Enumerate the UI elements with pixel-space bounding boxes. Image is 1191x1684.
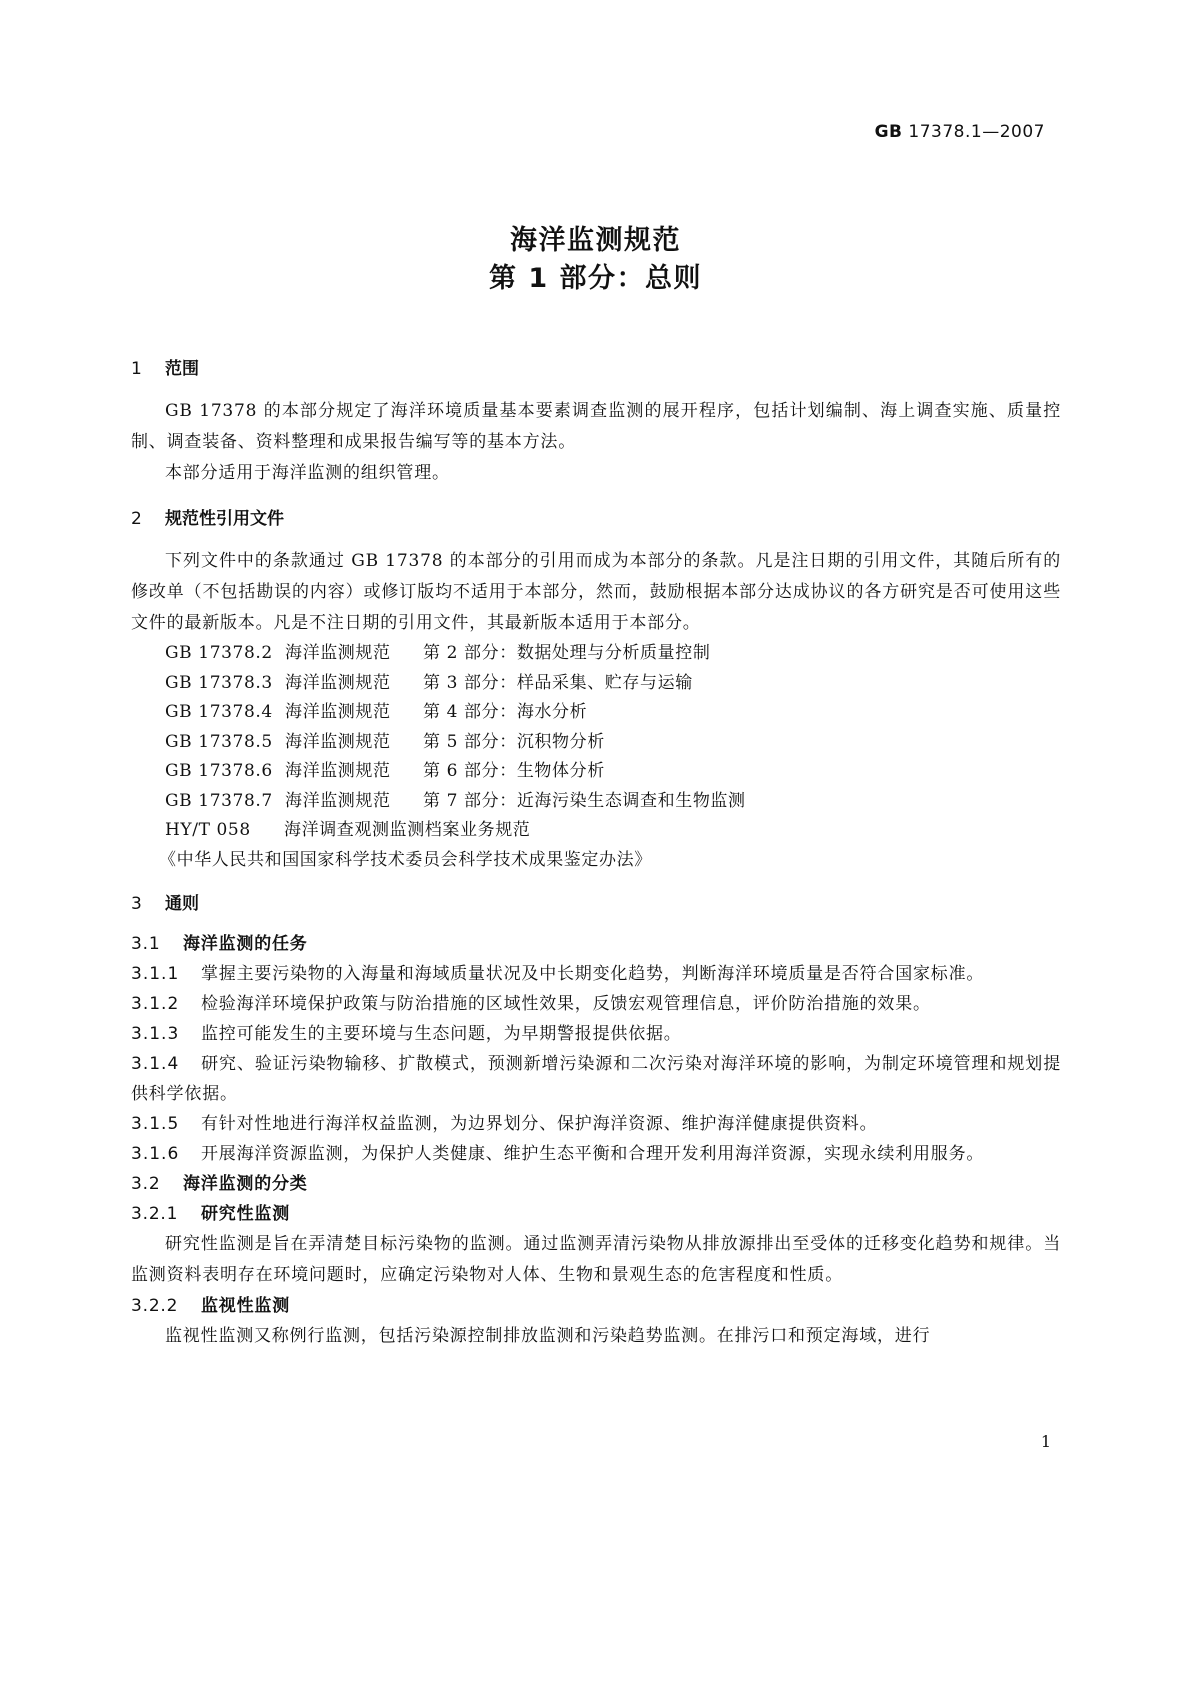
reference-name: 海洋监测规范 <box>285 702 391 722</box>
clause-number: 3.1.1 <box>131 964 180 984</box>
document-title <box>0 222 1191 298</box>
title-line-1: 海洋监测规范 <box>510 225 681 256</box>
subsection-title: 研究性监测 <box>201 1204 290 1224</box>
section-3 <box>131 891 1061 1352</box>
reference-item <box>131 787 1061 817</box>
reference-item-doc: 《中华人民共和国国家科学技术委员会科学技术成果鉴定办法》 <box>159 849 652 870</box>
clause-text: 掌握主要污染物的入海量和海域质量状况及中长期变化趋势，判断海洋环境质量是否符合国家标准。 <box>201 964 985 984</box>
clause-3-1-4 <box>131 1049 1061 1109</box>
clause-3-1-2 <box>131 989 1061 1019</box>
reference-part: 第 2 部分：数据处理与分析质量控制 <box>423 643 711 663</box>
standard-number-header <box>875 122 1045 142</box>
standard-code: GB <box>874 122 903 142</box>
standard-number: 17378.1—2007 <box>908 122 1045 142</box>
reference-code: GB 17378.2 <box>165 643 273 663</box>
clause-3-1-5 <box>131 1109 1061 1139</box>
section-heading <box>131 891 1061 917</box>
reference-part: 第 5 部分：沉积物分析 <box>423 731 605 752</box>
paragraph: 本部分适用于海洋监测的组织管理。 <box>165 463 450 483</box>
subsection-number: 3.2.1 <box>131 1204 179 1224</box>
reference-name: 海洋监测规范 <box>285 643 391 663</box>
section-number: 1 <box>131 359 142 379</box>
reference-name: 海洋监测规范 <box>285 672 391 693</box>
subsection-3-2-2-heading <box>131 1291 1061 1321</box>
reference-item-hyt <box>131 816 1061 846</box>
section-number: 3 <box>131 894 142 914</box>
subsection-title: 海洋监测的任务 <box>183 934 308 954</box>
section-heading <box>131 356 1061 382</box>
reference-name: 海洋监测规范 <box>285 731 391 752</box>
subsection-number: 3.1 <box>131 934 161 954</box>
clause-number: 3.1.3 <box>131 1024 180 1044</box>
section-heading <box>131 506 1061 532</box>
clause-number: 3.1.2 <box>131 994 180 1014</box>
paragraph: 监视性监测又称例行监测，包括污染源控制排放监测和污染趋势监测。在排污口和预定海域，进行 <box>165 1326 931 1346</box>
reference-item <box>131 728 1061 758</box>
subsection-number: 3.2.2 <box>131 1296 179 1316</box>
paragraph: GB 17378 的本部分规定了海洋环境质量基本要素调查监测的展开程序，包括计划编制、海上调查实施、质量控制、调查装备、资料整理和成果报告编写等的基本方法。 <box>131 401 1061 452</box>
reference-name: 海洋监测规范 <box>285 790 391 811</box>
reference-part: 第 4 部分：海水分析 <box>423 702 588 722</box>
reference-code: GB 17378.7 <box>165 790 273 811</box>
reference-code: GB 17378.3 <box>165 672 273 693</box>
section-number: 2 <box>131 509 142 529</box>
clause-text: 开展海洋资源监测，为保护人类健康、维护生态平衡和合理开发利用海洋资源，实现永续利用服务。 <box>201 1144 985 1164</box>
subsection-3-1-heading <box>131 929 1061 959</box>
clause-text: 监控可能发生的主要环境与生态问题，为早期警报提供依据。 <box>201 1024 682 1044</box>
subsection-title: 监视性监测 <box>201 1296 290 1316</box>
reference-part: 第 3 部分：样品采集、贮存与运输 <box>423 672 693 693</box>
reference-name: 海洋监测规范 <box>285 761 391 781</box>
clause-3-1-3 <box>131 1019 1061 1049</box>
reference-item <box>131 669 1061 699</box>
title-line-2: 第 1 部分：总则 <box>488 263 703 294</box>
subsection-3-2-heading <box>131 1169 1061 1199</box>
subsection-number: 3.2 <box>131 1174 161 1194</box>
section-title: 通则 <box>165 894 199 914</box>
clause-number: 3.1.6 <box>131 1144 180 1164</box>
subsection-3-2-1-heading <box>131 1199 1061 1229</box>
clause-text: 检验海洋环境保护政策与防治措施的区域性效果，反馈宏观管理信息，评价防治措施的效果。 <box>201 994 931 1014</box>
section-1 <box>131 356 1061 489</box>
reference-name: 海洋调查观测监测档案业务规范 <box>284 820 531 840</box>
page-number: 1 <box>1040 1432 1051 1451</box>
clause-3-1-6 <box>131 1139 1061 1169</box>
paragraph: 下列文件中的条款通过 GB 17378 的本部分的引用而成为本部分的条款。凡是注日期的引用文件，其随后所有的修改单（不包括勘误的内容）或修订版均不适用于本部分，然而，鼓励根据本部分达成协议的各方研究是否可使用这些文件的最新版本。凡是不注日期的引用文件，其最新版本适用于本部分。 <box>131 551 1061 633</box>
clause-text: 研究、验证污染物输移、扩散模式，预测新增污染源和二次污染对海洋环境的影响，为制定环境管理和规划提供科学依据。 <box>131 1054 1061 1104</box>
paragraph: 研究性监测是旨在弄清楚目标污染物的监测。通过监测弄清污染物从排放源排出至受体的迁移变化趋势和规律。当监测资料表明存在环境问题时，应确定污染物对人体、生物和景观生态的危害程度和性质。 <box>131 1234 1061 1285</box>
reference-code: GB 17378.4 <box>165 702 273 722</box>
reference-code: HY/T 058 <box>165 820 251 840</box>
reference-code: GB 17378.5 <box>165 731 273 752</box>
reference-code: GB 17378.6 <box>165 761 273 781</box>
reference-item <box>131 698 1061 728</box>
clause-number: 3.1.4 <box>131 1054 180 1074</box>
subsection-title: 海洋监测的分类 <box>183 1174 308 1194</box>
clause-3-1-1 <box>131 959 1061 989</box>
reference-part: 第 7 部分：近海污染生态调查和生物监测 <box>423 790 746 811</box>
section-title: 范围 <box>165 359 199 379</box>
clause-text: 有针对性地进行海洋权益监测，为边界划分、保护海洋资源、维护海洋健康提供资料。 <box>201 1114 878 1134</box>
reference-part: 第 6 部分：生物体分析 <box>423 761 605 781</box>
clause-number: 3.1.5 <box>131 1114 180 1134</box>
reference-item <box>131 757 1061 787</box>
reference-item <box>131 639 1061 669</box>
section-2 <box>131 506 1061 875</box>
document-body <box>131 356 1061 1352</box>
section-title: 规范性引用文件 <box>165 509 284 529</box>
